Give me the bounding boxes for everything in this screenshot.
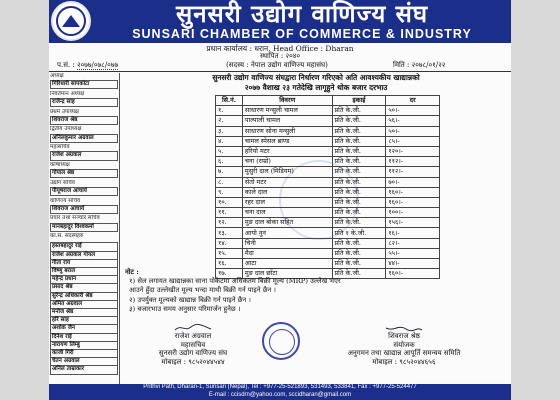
item-cell: मुङ दाल छाँटा [242, 269, 332, 279]
chamber-name-english: SUNSARI CHAMBER OF COMMERCE & INDUSTRY [132, 27, 472, 41]
reference-number: प.सं. : २०७७/०७८/०७७ [57, 61, 119, 69]
serial-cell: १०. [216, 197, 243, 207]
officer-name: शिवराज आचार्य [50, 205, 118, 214]
member-name: अमित अग्रवाल [50, 301, 118, 309]
serial-cell: ९. [216, 187, 243, 197]
signature-scribble-icon [133, 324, 253, 332]
unit-cell: प्रति के.जी. [332, 136, 386, 146]
table-row [216, 248, 440, 258]
rate-cell: १६०।- [386, 269, 440, 279]
item-cell: आयो नुन [242, 228, 332, 238]
rate-cell: १६।- [386, 228, 440, 238]
table-row [216, 208, 440, 218]
note-item: आउने हुँदा उल्लेखीत मूल्य भन्दा माथी बिक्री गर्न पाइने छैन । [129, 286, 276, 295]
unit-cell: प्रति १ के.जी. [332, 228, 386, 238]
sidebar-officer [50, 109, 118, 125]
members-label: का.स. सदस्यहरु [50, 233, 84, 240]
officer-position: द्वितीय उपाध्यक्ष [50, 126, 82, 133]
unit-cell: प्रति के.जी. [332, 187, 386, 197]
officer-name: पीयूषराज आचार्य [50, 187, 118, 196]
table-row [216, 167, 440, 177]
rate-cell: ७०।- [386, 177, 440, 187]
chamber-name-nepali: सुनसरी उद्योग वाणिज्य संघ [175, 0, 429, 28]
rate-cell: ५६।- [386, 116, 440, 126]
unit-cell: प्रति के.जी. [332, 208, 386, 218]
signature-block-secretary [133, 324, 253, 366]
rate-cell: ११२।- [386, 157, 440, 167]
rate-cell: ५०।- [386, 126, 440, 136]
item-cell: सेतो मटर [242, 177, 332, 187]
sidebar-divider [119, 73, 120, 385]
officer-position: प्रथम उपाध्यक्ष [50, 108, 79, 115]
unit-cell: प्रति के.जी. [332, 269, 386, 279]
member-name: हस्तबहादुर राई [50, 242, 118, 251]
rate-cell: ८५।- [386, 136, 440, 146]
member-name: सुरेन्द्र अधिकारी श्रेष्ठ [50, 293, 118, 301]
letter-date: मिति : २०७८/०१/२२ [393, 61, 446, 69]
officer-position: प्रचार तथा सञ्चार सचिव [50, 215, 100, 222]
officer-name: गिरिधारी सापकोटा [50, 80, 118, 89]
item-cell: हरियो मटर [242, 146, 332, 156]
letterhead-sheet [49, 0, 511, 400]
unit-cell: प्रति के.जी. [332, 177, 386, 187]
serial-cell: ५. [216, 146, 243, 156]
subject-line-2: २०७७ वैशाख २३ गतेदेखि लागूहुने थोक बजार दरभाउ [244, 83, 388, 92]
member-name: हरि साह [50, 317, 118, 325]
officer-name: अनिलकुमार अग्रवाल [50, 134, 118, 143]
signatory-phone: मोबाइल : ९८५२०४४६५६ [372, 357, 436, 366]
signatory-name: शिवराज श्रेष्ठ [388, 332, 420, 340]
serial-cell: १२. [216, 218, 243, 228]
officer-position: उद्योग सचिव [50, 179, 75, 186]
sidebar-officer [50, 180, 118, 196]
unit-cell: प्रति के.जी. [332, 126, 386, 136]
unit-cell: प्रति के.जी. [332, 106, 386, 116]
serial-cell: १५. [216, 248, 243, 258]
member-name: राजेश अग्रवाल गोयल [50, 252, 118, 260]
sidebar-officer [50, 162, 118, 178]
rate-cell: ५५।- [386, 248, 440, 258]
serial-cell: १३. [216, 228, 243, 238]
serial-cell: २. [216, 116, 243, 126]
sidebar-officer [50, 144, 118, 160]
unit-cell: प्रति के.जी. [332, 167, 386, 177]
subject-line-1: सुनसरी उद्योग वाणिज्य संघद्वारा निर्धारण गरिएको अति आवश्यकीय खाद्यान्नको [212, 73, 420, 82]
note-item: १) सेल लगायत खाद्यान्नका साना पोकेटमा अधिकतम बिक्री मूल्य (MRP) उल्लेख भएर [129, 277, 341, 286]
table-row [216, 136, 440, 146]
item-cell: साधारण मन्सुली चामल [242, 106, 332, 116]
member-name: विष्णु बराल [50, 268, 118, 276]
table-row [216, 116, 440, 126]
member-name: गीता राय [50, 260, 118, 268]
serial-cell: १४. [216, 238, 243, 248]
officer-position: निवर्तमान अध्यक्ष [50, 90, 85, 97]
item-cell: काले दाल [242, 187, 332, 197]
table-row [216, 146, 440, 156]
sidebar-officer [50, 215, 118, 231]
serial-cell: ११. [216, 208, 243, 218]
notes-section [125, 268, 509, 314]
rate-cell: १६०।- [386, 187, 440, 197]
table-row [216, 218, 440, 228]
official-stamp-icon [262, 322, 300, 360]
table-row [216, 197, 440, 207]
footer-address: Prithvi Path, Dharan-1, Sunsari (Nepal), Tel : +977-25-521893, 531493, 533841, Fax : +977-25-524477 [143, 384, 417, 390]
rate-cell: १६०।- [386, 197, 440, 207]
table-header-row [216, 96, 440, 106]
signatory-org: सुनसरी उद्योग वाणिज्य संघ [158, 349, 228, 358]
serial-cell: ६. [216, 157, 243, 167]
unit-cell: प्रति के.जी. [332, 259, 386, 269]
note-item: ३) बजारभाउ समय अनुसार परिमार्जन हुनेछ । [129, 304, 241, 313]
footer-email: E-mail : ccisdrn@yahoo.com, sccidharan@gmail.com [208, 391, 352, 398]
header-rate: दर [386, 96, 440, 106]
table-row [216, 228, 440, 238]
notes-label: नोट : [125, 268, 139, 276]
header-divider [49, 71, 511, 72]
officer-position: अध्यक्ष [50, 73, 64, 79]
signatory-title: संयोजक [393, 340, 415, 349]
member-name: प्रसाद श्रेष्ठ [50, 284, 118, 292]
signature-scribble-icon [304, 324, 504, 332]
table-row [216, 187, 440, 197]
price-table [215, 95, 440, 279]
officer-position: महासचिव [50, 144, 70, 151]
table-row [216, 126, 440, 136]
rate-cell: १२०।- [386, 146, 440, 156]
table-row [216, 177, 440, 187]
sidebar-officer [50, 126, 118, 142]
item-cell: मुङ दाल बोका सहित [242, 218, 332, 228]
serial-cell: ७. [216, 167, 243, 177]
rate-cell: ११२।- [386, 167, 440, 177]
signatory-org: अनुगमन तथा खाद्यान्न आपूर्ति समन्वय समिति [347, 349, 461, 358]
members-list [50, 242, 118, 374]
item-cell: रहर दाल [242, 197, 332, 207]
unit-cell: प्रति के.जी. [332, 146, 386, 156]
notice-subject [125, 73, 507, 93]
chamber-logo-icon [51, 1, 91, 41]
officer-position: कोषाध्यक्ष [50, 161, 70, 168]
rate-cell: १००।- [386, 208, 440, 218]
serial-cell: १७. [216, 269, 243, 279]
head-office-line: प्रधान कार्यालय : धरान, Head Office : Dharan [206, 44, 354, 53]
unit-cell: प्रति के.जी. [332, 197, 386, 207]
rate-cell: ५०।- [386, 106, 440, 116]
signatory-title: महासचिव [180, 340, 206, 349]
member-name: अशोक जैन [50, 325, 118, 333]
item-cell: चामल स्पेसल ब्राण्ड [242, 136, 332, 146]
note-item: २) उपर्युक्त मूल्यको खाद्यान्न बिक्री गर्न पाइने छैन । [129, 295, 251, 304]
item-cell: पाल्पाली चामल [242, 116, 332, 126]
item-cell: मैदा [242, 248, 332, 258]
unit-cell: प्रति के.जी. [332, 218, 386, 228]
reference-bar [57, 61, 507, 70]
rate-cell: ८२।- [386, 238, 440, 248]
member-name: मनोज श्रेष्ठ [50, 309, 118, 317]
item-cell: मुसुरी दाल (मिडियम) [242, 167, 332, 177]
rate-cell: १५६।- [386, 218, 440, 228]
officer-name: गोपाल श्रेष्ठ [50, 169, 118, 178]
item-cell: चना दाल [242, 208, 332, 218]
federation-member-line: (सदस्य : नेपाल उद्योग वाणिज्य महासंघ) [226, 61, 328, 69]
established-line: स्थापित : २०४० [259, 52, 301, 60]
officer-name: मानबहादुर विश्वकर्मा [50, 223, 118, 232]
item-cell: साधारण सोना मन्सुली [242, 126, 332, 136]
header-unit: इकाई [332, 96, 386, 106]
member-name: अनिल ताम्राकार [50, 366, 118, 374]
signature-block-coordinator [304, 324, 504, 366]
table-row [216, 106, 440, 116]
item-cell: चिनी [242, 238, 332, 248]
sidebar-officer [50, 73, 118, 89]
officer-name: राजेन्द्र साह [50, 98, 118, 107]
member-name: दिनेश राई [50, 334, 118, 342]
serial-cell: ४. [216, 136, 243, 146]
member-name: महेन्द्र प्रधान [50, 276, 118, 284]
table-row [216, 238, 440, 248]
sidebar-officer [50, 198, 118, 214]
letterhead-footer [49, 384, 511, 400]
unit-cell: प्रति के.जी. [332, 238, 386, 248]
header-item: विवरण [242, 96, 332, 106]
item-cell: चना (राम्रो) [242, 157, 332, 167]
rate-cell: ४४।- [386, 259, 440, 269]
serial-cell: १. [216, 106, 243, 116]
serial-cell: ३. [216, 126, 243, 136]
unit-cell: प्रति के.जी. [332, 116, 386, 126]
member-name: काजी गिरी [50, 350, 118, 358]
member-name: चेतन अग्रवाल [50, 358, 118, 366]
serial-cell: ८. [216, 177, 243, 187]
member-name: नारायण लिम्बु [50, 342, 118, 350]
serial-cell: १६. [216, 259, 243, 269]
header-serial: सि.नं. [216, 96, 243, 106]
item-cell: आटा [242, 259, 332, 269]
executive-committee-sidebar [50, 73, 118, 385]
price-table-body [216, 106, 440, 279]
table-row [216, 157, 440, 167]
signatory-name: राजेश अग्रवाल [174, 332, 212, 340]
officer-position: वाणिज्य सचिव [50, 197, 81, 204]
sidebar-officer [50, 91, 118, 107]
signatory-phone: मोबाइल : ९८५२०४४५४४ [161, 357, 225, 366]
unit-cell: प्रति के.जी. [332, 248, 386, 258]
unit-cell: प्रति के.जी. [332, 157, 386, 167]
officer-name: राजेश अग्रवाल [50, 151, 118, 160]
officer-name: शिवराज श्रेष्ठ [50, 116, 118, 125]
letterhead-banner [49, 0, 511, 43]
